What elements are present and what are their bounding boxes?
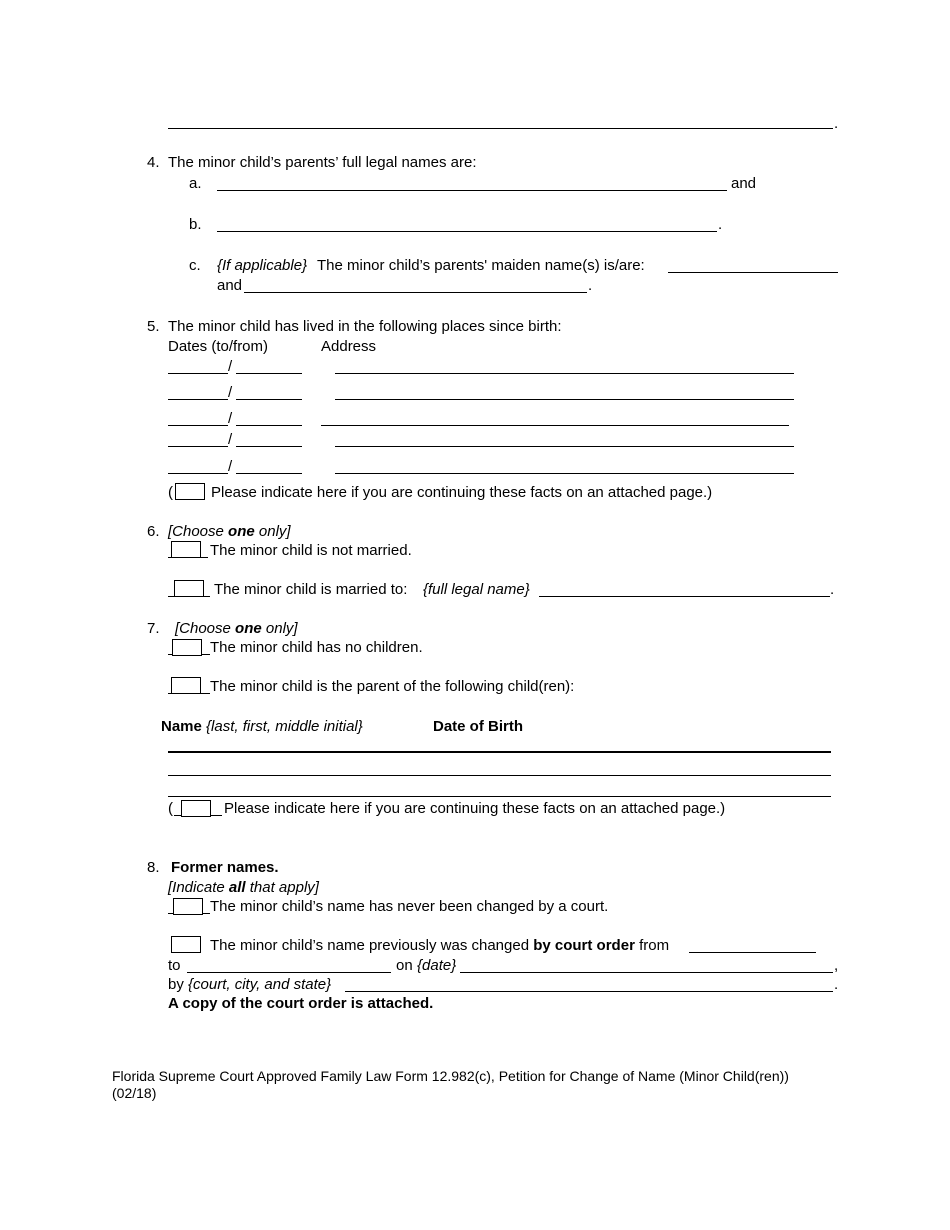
- item5-text: The minor child has lived in the following places since birth:: [168, 318, 562, 335]
- court-period: .: [834, 976, 839, 993]
- by-label: by: [168, 976, 184, 993]
- child-entry-line[interactable]: [168, 775, 831, 776]
- address-field[interactable]: [335, 446, 794, 447]
- previously-changed-label: The minor child’s name previously was changed by court order from: [210, 937, 670, 954]
- date-from-field[interactable]: [236, 373, 302, 374]
- no-children-label: The minor child has no children.: [210, 639, 423, 656]
- item8-indicate-instruction: [Indicate all that apply]: [168, 879, 319, 896]
- date-from-field[interactable]: [236, 446, 302, 447]
- item7-continue-checkbox[interactable]: [181, 800, 211, 817]
- court-order-attached-note: A copy of the court order is attached.: [168, 995, 434, 1012]
- never-changed-label: The minor child’s name has never been changed by a court.: [210, 898, 609, 915]
- child-entry-line[interactable]: [168, 796, 831, 797]
- address-field[interactable]: [321, 425, 789, 426]
- date-comma: ,: [834, 957, 839, 974]
- item4c-letter: c.: [189, 257, 201, 274]
- date-to-field[interactable]: [168, 446, 228, 447]
- married-full-legal-name-hint: {full legal name}: [423, 581, 530, 598]
- item4-number: 4.: [147, 154, 160, 171]
- item8-title: Former names.: [171, 859, 279, 876]
- item7-number: 7.: [147, 620, 160, 637]
- item4c-period: .: [588, 277, 593, 294]
- date-separator: /: [228, 431, 233, 448]
- on-label: on: [396, 957, 413, 974]
- parent-name-a-field[interactable]: [217, 190, 727, 191]
- top-line-period: .: [834, 115, 839, 132]
- has-children-label: The minor child is the parent of the following child(ren):: [210, 678, 575, 695]
- item5-continue-checkbox[interactable]: [175, 483, 205, 500]
- date-separator: /: [228, 410, 233, 427]
- former-name-field[interactable]: [689, 952, 816, 953]
- not-married-checkbox[interactable]: [171, 541, 201, 558]
- never-changed-checkbox[interactable]: [173, 898, 203, 915]
- date-to-field[interactable]: [168, 373, 228, 374]
- maiden-name-field-2[interactable]: [244, 292, 587, 293]
- item4a-and: and: [731, 175, 757, 192]
- footer-form-title: Florida Supreme Court Approved Family Law Form 12.982(c), Petition for Change of Name (Minor Child(ren)): [112, 1068, 789, 1084]
- changed-to-name-field[interactable]: [187, 972, 391, 973]
- item4b-period: .: [718, 216, 723, 233]
- to-label: to: [168, 957, 181, 974]
- top-blank-line[interactable]: [168, 128, 833, 129]
- date-separator: /: [228, 384, 233, 401]
- date-separator: /: [228, 458, 233, 475]
- item4b-letter: b.: [189, 216, 202, 233]
- item4-text: The minor child’s parents’ full legal names are:: [168, 154, 477, 171]
- footer-form-date: (02/18): [112, 1085, 157, 1101]
- maiden-name-field-1[interactable]: [668, 272, 838, 273]
- court-city-state-hint: {court, city, and state}: [188, 976, 332, 993]
- date-to-field[interactable]: [168, 425, 228, 426]
- date-from-field[interactable]: [236, 473, 302, 474]
- spouse-name-field[interactable]: [539, 596, 830, 597]
- item5-continue-paren: (: [168, 484, 173, 501]
- address-column-header: Address: [321, 338, 377, 355]
- address-field[interactable]: [335, 399, 794, 400]
- married-period: .: [830, 581, 835, 598]
- married-checkbox[interactable]: [174, 580, 204, 597]
- item7-choose-instruction: [Choose one only]: [175, 620, 298, 637]
- date-from-field[interactable]: [236, 399, 302, 400]
- address-field[interactable]: [335, 473, 794, 474]
- change-date-field[interactable]: [460, 972, 833, 973]
- married-label: The minor child is married to:: [214, 581, 408, 598]
- item6-number: 6.: [147, 523, 160, 540]
- no-children-checkbox[interactable]: [172, 639, 202, 656]
- children-name-header: Name {last, first, middle initial}: [161, 718, 363, 735]
- item4c-and: and: [217, 277, 243, 294]
- dates-column-header: Dates (to/from): [168, 338, 269, 355]
- not-married-label: The minor child is not married.: [210, 542, 412, 559]
- address-field[interactable]: [335, 373, 794, 374]
- previously-changed-checkbox[interactable]: [171, 936, 201, 953]
- child-entry-line[interactable]: [168, 751, 831, 753]
- item4c-if-applicable: {If applicable}: [217, 257, 308, 274]
- children-dob-header: Date of Birth: [433, 718, 523, 735]
- date-to-field[interactable]: [168, 473, 228, 474]
- item8-number: 8.: [147, 859, 160, 876]
- date-separator: /: [228, 358, 233, 375]
- item7-continue-text: Please indicate here if you are continuing these facts on an attached page.): [224, 800, 726, 817]
- item6-choose-instruction: [Choose one only]: [168, 523, 291, 540]
- item7-continue-paren: (: [168, 800, 173, 817]
- item4c-text: The minor child’s parents' maiden name(s) is/are:: [317, 257, 645, 274]
- item5-continue-text: Please indicate here if you are continuing these facts on an attached page.): [211, 484, 713, 501]
- court-city-state-field[interactable]: [345, 991, 833, 992]
- parent-name-b-field[interactable]: [217, 231, 717, 232]
- item5-number: 5.: [147, 318, 160, 335]
- date-hint: {date}: [417, 957, 457, 974]
- has-children-checkbox[interactable]: [171, 677, 201, 694]
- date-from-field[interactable]: [236, 425, 302, 426]
- date-to-field[interactable]: [168, 399, 228, 400]
- item4a-letter: a.: [189, 175, 202, 192]
